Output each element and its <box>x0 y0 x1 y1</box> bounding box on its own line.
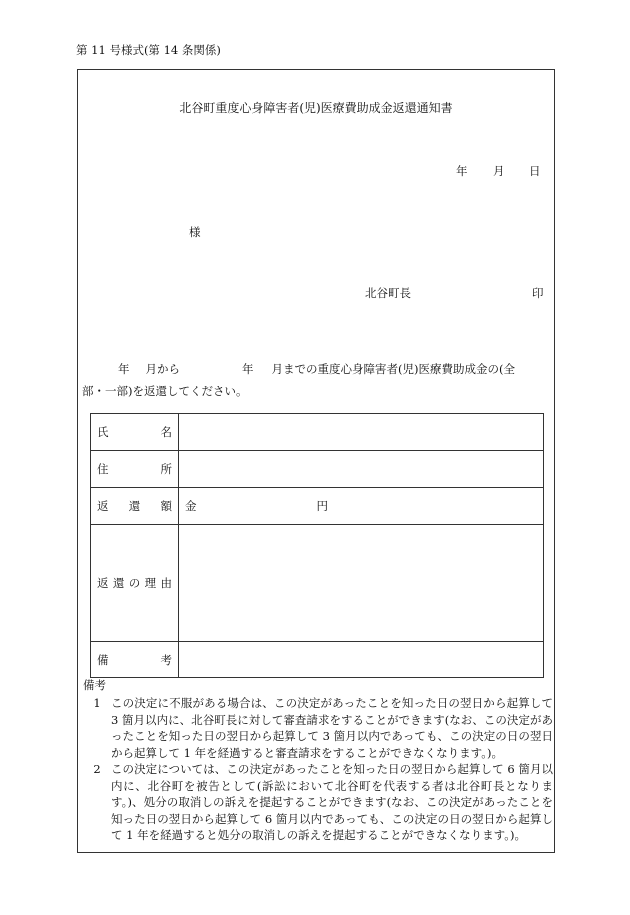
label-char: 額 <box>160 499 172 513</box>
note-number: 2 <box>93 762 101 776</box>
label-name <box>91 414 179 451</box>
value-remarks-field[interactable] <box>179 642 544 678</box>
label-address <box>91 451 179 488</box>
value-address-field[interactable] <box>179 451 544 488</box>
note-item <box>83 761 553 844</box>
label-char: 還 <box>128 499 141 513</box>
period-from-year: 年 <box>118 362 130 376</box>
period-to-month: 月までの重度心身障害者(児)医療費助成金の(全 <box>271 362 515 376</box>
seal-mark: 印 <box>532 286 544 300</box>
label-char: の <box>128 576 141 590</box>
table-row-address <box>91 451 544 488</box>
document-title: 北谷町重度心身障害者(児)医療費助成金返還通知書 <box>179 101 453 115</box>
label-reason <box>91 525 179 642</box>
table-row-name <box>91 414 544 451</box>
notes-section <box>83 677 553 844</box>
label-char: 考 <box>160 652 172 667</box>
table-row-reason <box>91 525 544 642</box>
label-char: 名 <box>160 425 172 439</box>
label-char: 氏 <box>97 425 109 439</box>
value-name-field[interactable] <box>179 414 544 451</box>
form-number: 第 11 号様式(第 14 条関係) <box>76 43 221 57</box>
label-amount <box>91 488 179 525</box>
table-row-remarks <box>91 642 544 678</box>
label-char: 所 <box>160 462 172 476</box>
label-char: 由 <box>160 576 172 590</box>
amount-suffix: 円 <box>316 499 328 513</box>
amount-prefix: 金 <box>185 499 197 513</box>
label-char: 住 <box>97 462 109 476</box>
table-row-amount <box>91 488 544 525</box>
period-from-month: 月から <box>145 362 180 376</box>
value-reason-field[interactable] <box>179 525 544 642</box>
label-char: 返 <box>97 576 109 590</box>
note-number: 1 <box>93 696 101 710</box>
return-period-statement <box>82 358 550 402</box>
label-char: 還 <box>112 576 125 590</box>
date-month-label: 月 <box>493 164 505 178</box>
label-char: 返 <box>97 499 109 513</box>
period-to-year: 年 <box>242 362 254 376</box>
label-char: 備 <box>97 652 109 667</box>
recipient-honorific: 様 <box>189 225 201 239</box>
label-char: 理 <box>144 576 157 590</box>
note-text: この決定については、この決定があったことを知った日の翌日から起算して 6 箇月以内に、北谷町を被告として(訴訟において北谷町を代表する者は北谷町長となります。)、処分の取消しの訴えを提起することができます(なお、この決定があったことを知った日の翌日から起算して 6 箇月以内であっても、この決定の日の翌日から起算して 1 年を経過すると処分の取消しの訴えを提起することができなくなります。)。 <box>111 762 553 842</box>
label-remarks <box>91 642 179 678</box>
date-day-label: 日 <box>529 164 541 178</box>
return-info-table <box>90 413 544 678</box>
period-line-2: 部・一部)を返還してください。 <box>82 384 248 398</box>
sender-name: 北谷町長 <box>365 286 411 300</box>
date-year-label: 年 <box>456 164 468 178</box>
note-item <box>83 695 553 761</box>
form-frame <box>77 69 555 853</box>
value-amount-field[interactable] <box>179 488 544 525</box>
notes-heading: 備考 <box>83 678 106 692</box>
note-text: この決定に不服がある場合は、この決定があったことを知った日の翌日から起算して 3 箇月以内に、北谷町長に対して審査請求をすることができます(なお、この決定があったことを知った日の翌日から起算して 3 箇月以内であっても、この決定の日の翌日から起算して 1 年を経過すると審査請求をすることができなくなります。)。 <box>111 696 553 760</box>
